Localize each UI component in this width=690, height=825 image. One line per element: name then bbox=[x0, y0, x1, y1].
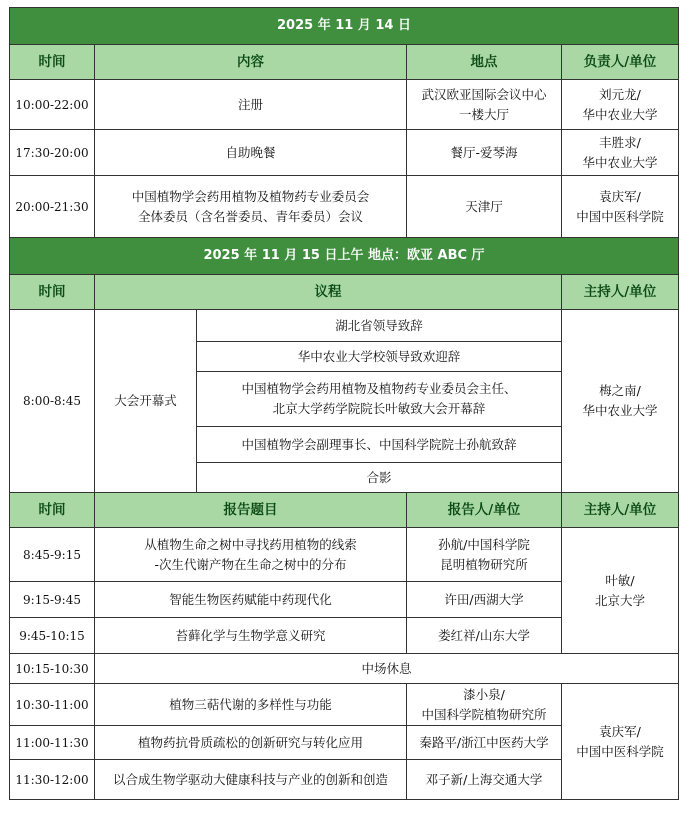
talk-time: 8:45-9:15 bbox=[10, 528, 95, 582]
talk-title: 苔藓化学与生物学意义研究 bbox=[95, 618, 407, 654]
row-person: 刘元龙/ 华中农业大学 bbox=[562, 80, 679, 130]
day1-header-row bbox=[10, 45, 679, 80]
row-place: 餐厅-爱琴海 bbox=[407, 130, 562, 176]
row-time: 10:00-22:00 bbox=[10, 80, 95, 130]
talk-host: 袁庆军/ 中国中医科学院 bbox=[562, 684, 679, 800]
row-person: 丰胜求/ 华中农业大学 bbox=[562, 130, 679, 176]
header-place: 地点 bbox=[407, 45, 562, 80]
header-time: 时间 bbox=[10, 493, 95, 528]
opening-time: 8:00-8:45 bbox=[10, 310, 95, 493]
header-content: 内容 bbox=[95, 45, 407, 80]
header-host: 主持人/单位 bbox=[562, 275, 679, 310]
day1-date-row bbox=[10, 8, 679, 45]
talks-header-row bbox=[10, 493, 679, 528]
header-title: 报告题目 bbox=[95, 493, 407, 528]
opening-item: 中国植物学会副理事长、中国科学院院士孙航致辞 bbox=[197, 427, 562, 463]
talk-speaker: 娄红祥/山东大学 bbox=[407, 618, 562, 654]
talk-title: 植物三萜代谢的多样性与功能 bbox=[95, 684, 407, 726]
talk-title: 以合成生物学驱动大健康科技与产业的创新和创造 bbox=[95, 760, 407, 800]
day2-date-row bbox=[10, 238, 679, 275]
break-label: 中场休息 bbox=[95, 654, 679, 684]
opening-label: 大会开幕式 bbox=[95, 310, 197, 493]
talk-time: 10:30-11:00 bbox=[10, 684, 95, 726]
header-host: 主持人/单位 bbox=[562, 493, 679, 528]
opening-item: 华中农业大学校领导致欢迎辞 bbox=[197, 342, 562, 372]
opening-item: 合影 bbox=[197, 463, 562, 493]
day1-title: 2025 年 11 月 14 日 bbox=[10, 8, 679, 45]
talk-time: 11:30-12:00 bbox=[10, 760, 95, 800]
opening-item: 中国植物学会药用植物及植物药专业委员会主任、 北京大学药学院院长叶敏致大会开幕辞 bbox=[197, 372, 562, 427]
row-place: 武汉欧亚国际会议中心 一楼大厅 bbox=[407, 80, 562, 130]
opening-host: 梅之南/ 华中农业大学 bbox=[562, 310, 679, 493]
table-row bbox=[10, 684, 679, 726]
talk-time: 9:15-9:45 bbox=[10, 582, 95, 618]
talk-title: 植物药抗骨质疏松的创新研究与转化应用 bbox=[95, 726, 407, 760]
talk-speaker: 漆小泉/ 中国科学院植物研究所 bbox=[407, 684, 562, 726]
header-person: 负责人/单位 bbox=[562, 45, 679, 80]
schedule-table bbox=[9, 7, 679, 800]
table-row bbox=[10, 176, 679, 238]
talk-title: 智能生物医药赋能中药现代化 bbox=[95, 582, 407, 618]
table-row bbox=[10, 528, 679, 582]
schedule-page bbox=[9, 7, 678, 800]
talk-time: 9:45-10:15 bbox=[10, 618, 95, 654]
talk-speaker: 孙航/中国科学院 昆明植物研究所 bbox=[407, 528, 562, 582]
header-speaker: 报告人/单位 bbox=[407, 493, 562, 528]
row-content: 注册 bbox=[95, 80, 407, 130]
header-agenda: 议程 bbox=[95, 275, 562, 310]
header-time: 时间 bbox=[10, 45, 95, 80]
opening-row bbox=[10, 310, 679, 342]
talk-speaker: 邓子新/上海交通大学 bbox=[407, 760, 562, 800]
row-time: 20:00-21:30 bbox=[10, 176, 95, 238]
row-content: 中国植物学会药用植物及植物药专业委员会 全体委员（含名誉委员、青年委员）会议 bbox=[95, 176, 407, 238]
table-row bbox=[10, 130, 679, 176]
opening-item: 湖北省领导致辞 bbox=[197, 310, 562, 342]
day2-title: 2025 年 11 月 15 日上午 地点：欧亚 ABC 厅 bbox=[10, 238, 679, 275]
talk-time: 11:00-11:30 bbox=[10, 726, 95, 760]
row-time: 17:30-20:00 bbox=[10, 130, 95, 176]
table-row bbox=[10, 80, 679, 130]
talk-speaker: 秦路平/浙江中医药大学 bbox=[407, 726, 562, 760]
break-row bbox=[10, 654, 679, 684]
row-person: 袁庆军/ 中国中医科学院 bbox=[562, 176, 679, 238]
row-content: 自助晚餐 bbox=[95, 130, 407, 176]
talk-speaker: 许田/西湖大学 bbox=[407, 582, 562, 618]
break-time: 10:15-10:30 bbox=[10, 654, 95, 684]
header-time: 时间 bbox=[10, 275, 95, 310]
row-place: 天津厅 bbox=[407, 176, 562, 238]
talk-host: 叶敏/ 北京大学 bbox=[562, 528, 679, 654]
day2-header-row bbox=[10, 275, 679, 310]
talk-title: 从植物生命之树中寻找药用植物的线索 -次生代谢产物在生命之树中的分布 bbox=[95, 528, 407, 582]
